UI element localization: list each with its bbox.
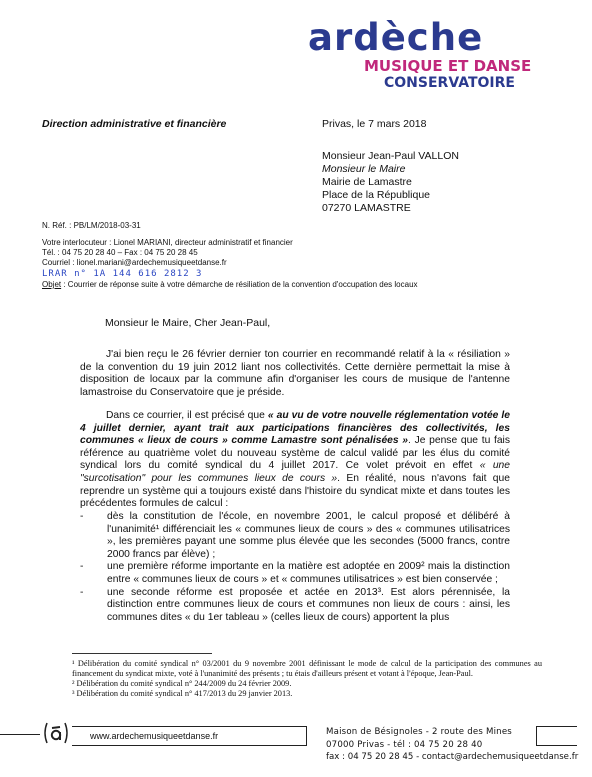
bullet-list	[80, 511, 510, 624]
bullet-text: une première réforme importante en la matière est adoptée en 2009² mais la distinction entre « communes lieux de cours » et « communes utilisatrices » est bien conservée ;	[107, 561, 510, 585]
objet-text: : Courrier de réponse suite à votre démarche de résiliation de la convention d'occupation des locaux	[61, 280, 418, 289]
paragraph-1: J'ai bien reçu le 26 février dernier ton courrier en recommandé relatif à la « résiliation » de la convention du 19 juin 2012 liant nos collectivités. Cette dernière permettait la mise à disposition de locaux par la commune afin d'organiser les cours de musique de l'antenne lamastroise du Conservatoire que je préside.	[80, 349, 510, 398]
recipient-line: Place de la République	[322, 189, 430, 201]
salutation: Monsieur le Maire, Cher Jean-Paul,	[105, 317, 271, 329]
handwritten-lrar-number: LRAR n° 1A 144 616 2812 3	[42, 269, 203, 279]
recipient-line: 07270 LAMASTRE	[322, 202, 411, 214]
paragraph-2-italic-quote: « une "surcotisation" pour les communes lieux de cours »	[80, 460, 510, 484]
recipient-block	[322, 150, 459, 215]
logo-subtitle-conservatoire: CONSERVATOIRE	[384, 75, 515, 91]
footer-city-tel: 07000 Privas - tél : 04 75 20 28 40	[326, 739, 483, 750]
list-item	[80, 511, 510, 561]
objet-label: Objet	[42, 280, 62, 289]
footer-fax-mail: fax : 04 75 20 28 45 - contact@ardechemusiqueetdanse.fr	[326, 752, 579, 762]
footer-rule-left	[0, 734, 40, 735]
recipient-line: Monsieur le Maire	[322, 163, 406, 175]
footnote: ³ Délibération du comité syndical n° 417/2013 du 29 janvier 2013.	[72, 689, 293, 698]
footer-box-right	[536, 726, 577, 746]
website-link[interactable]: www.ardechemusiqueetdanse.fr	[90, 731, 219, 741]
list-item	[80, 587, 510, 625]
bullet-text: une seconde réforme est proposée et actée en 2013³. Est alors pérennisée, la distinction entre communes lieux de cours et communes non lieux de cours : ainsi, les communes dites « du 1er tableau » (celles lieux de cours) apportent la plus	[107, 586, 510, 623]
footnote: ² Délibération du comité syndical n° 244/2009 du 24 février 2009.	[72, 679, 292, 688]
logo-subtitle-musique: MUSIQUE ET DANSE	[364, 57, 532, 75]
footer-address: Maison de Bésignoles - 2 route des Mines	[326, 727, 512, 737]
footnote: ¹ Délibération du comité syndical n° 03/2001 du 9 novembre 2001 définissant le mode de calcul de la participation des communes au financement du syndicat mixte, voté à l'unanimité des présents ; tu étais d'ailleurs présent et votant à l'époque, Jean-Paul.	[72, 659, 542, 678]
conservatoire-emblem-icon	[42, 720, 70, 746]
footnote-separator	[72, 653, 212, 654]
logo-brand: ardèche	[308, 16, 484, 59]
list-item	[80, 561, 510, 586]
paragraph-2-quote: « au vu de votre nouvelle réglementation votée le 4 juillet dernier, ayant trait aux participations financières des collectivités, les communes « lieux de cours » comme Lamastre sont pénalisées »	[80, 410, 511, 447]
recipient-line: Monsieur Jean-Paul VALLON	[322, 150, 459, 162]
contact-email: Courriel : lionel.mariani@ardechemusiqueetdanse.fr	[42, 258, 227, 267]
bullet-dash: -	[80, 586, 84, 598]
paragraph-2	[80, 410, 510, 511]
paragraph-2-intro: Dans ce courrier, il est précisé que	[106, 410, 268, 421]
footnotes	[72, 659, 542, 699]
paragraph-2-mid: . Je pense que tu fais référence au quatrième volet du nouveau système de calcul validé par les élus du comité syndical lors du comité syndical du 4 juillet 2017. Ce volet prévoit en effet	[80, 435, 510, 472]
bullet-dash: -	[80, 561, 84, 573]
reference: N. Réf. : PB/LM/2018-03-31	[42, 221, 141, 230]
contact-tel: Tél. : 04 75 20 28 40 – Fax : 04 75 20 28 45	[42, 248, 198, 257]
bullet-text: dès la constitution de l'école, en novembre 2001, le calcul proposé et délibéré à l'unanimité¹ différenciait les « communes lieux de cours » des « communes utilisatrices », les premières payant une somme plus élevée que les secondes (5000 francs, contre 2000 francs par élève) ;	[107, 511, 510, 560]
department-heading: Direction administrative et financière	[42, 118, 227, 130]
recipient-line: Mairie de Lamastre	[322, 176, 412, 188]
place-date: Privas, le 7 mars 2018	[322, 118, 427, 130]
contact-person: Votre interlocuteur : Lionel MARIANI, directeur administratif et financier	[42, 238, 293, 247]
bullet-dash: -	[80, 511, 84, 522]
paragraph-2-end: . En réalité, nous n'avons fait que reprendre un système qui a toujours existé dans l'histoire du syndicat mixte et dans toutes les précédentes formules de calcul :	[80, 472, 510, 510]
objet-line	[42, 280, 418, 290]
